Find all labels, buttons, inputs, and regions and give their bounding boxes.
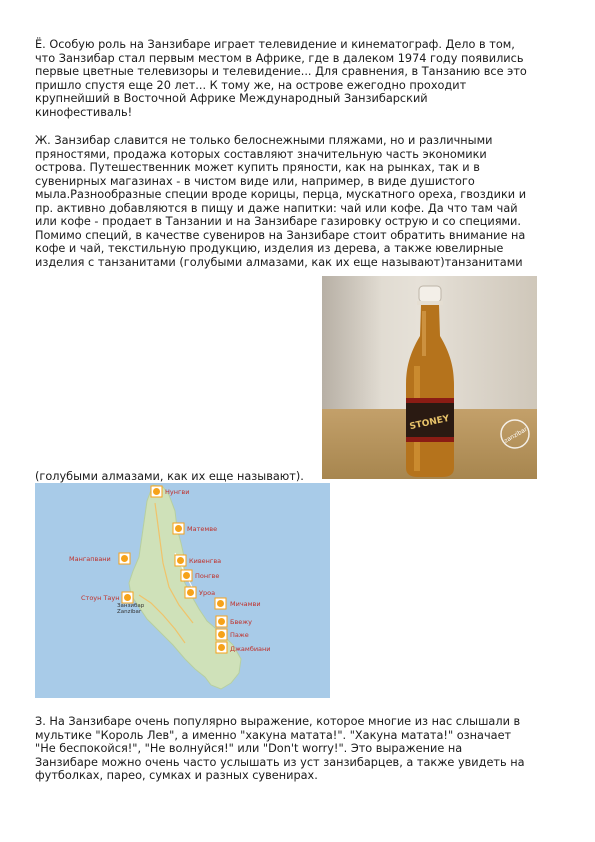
- paragraph-e: [35, 38, 565, 119]
- text-line: крупнейший в Восточной Африке Международный Занзибарский: [35, 92, 428, 105]
- bottle-illustration: [322, 276, 537, 479]
- place-marker: [181, 570, 219, 581]
- text-line: Занзибаре можно очень часто услышать из уст занзибарцев, а также увидеть на: [35, 755, 525, 769]
- place-label: Понгве: [195, 572, 220, 580]
- bottle-label-text: STONEY: [408, 413, 451, 433]
- paragraph-zh: [35, 134, 565, 269]
- text-line: мыла.Разнообразные специи вроде корицы, перца, мускатного ореха, гвоздики и: [35, 188, 527, 201]
- text-line: острова. Путешественник может купить пряности, как на рынках, так и в: [35, 161, 480, 174]
- text-line: что Занзибар стал первым местом в Африке, где в далеком 1974 году появились: [35, 51, 524, 65]
- zanzibar-map: [35, 483, 330, 698]
- city-label: Zanzibar: [117, 609, 142, 615]
- place-label: Бвежу: [230, 618, 252, 626]
- place-marker: [216, 629, 249, 640]
- place-label: Нунгви: [165, 488, 190, 496]
- map-svg: [35, 483, 330, 698]
- text-line: пряностями, продажа которых составляют значительную часть экономики: [35, 147, 487, 161]
- text-line: кофе и чай, текстильную продукцию, изделия из дерева, а также ювелирные: [35, 242, 504, 255]
- text-line: пришло спустя еще 20 лет... К тому же, на острове ежегодно проходит: [35, 78, 467, 92]
- place-marker: [215, 598, 261, 609]
- text-line: Ё. Особую роль на Занзибаре играет телевидение и кинематограф. Дело в том,: [35, 38, 515, 51]
- place-marker: [185, 587, 215, 598]
- text-line: Помимо специй, в качестве сувениров на Занзибаре стоит обратить внимание на: [35, 228, 526, 242]
- place-label: Уроа: [199, 589, 216, 597]
- text-line: изделия с танзанитами (голубыми алмазами, как их еще называют)танзанитами: [35, 255, 523, 269]
- text-line: сувенирных магазинах - в чистом виде или, например, в виде душистого: [35, 174, 475, 188]
- place-label: Стоун Таун: [81, 594, 120, 602]
- text-line: кинофестиваль!: [35, 105, 133, 119]
- place-marker: [216, 616, 252, 627]
- text-line: первые цветные телевизоры и телевидение... Для сравнения, в Танзанию все это: [35, 65, 527, 78]
- text-line: пр. активно добавляются в пищу и даже напитки: чай или кофе. Да что там чай: [35, 201, 518, 215]
- text-line: футболках, парео, сумках и разных сувенирах.: [35, 769, 318, 782]
- place-label: Мичамви: [230, 600, 261, 608]
- text-line: мультике "Король Лев", а именно "хакуна матата!". "Хакуна матата!" означает: [35, 728, 512, 742]
- place-label: Кивенгва: [189, 557, 222, 565]
- text-line: З. На Занзибаре очень популярно выражение, которое многие из нас слышали в: [35, 715, 521, 728]
- place-label: Матемве: [187, 525, 218, 533]
- text-line: "Не беспокойся!", "Не волнуйся!" или "Don't worry!". Это выражение на: [35, 742, 463, 755]
- place-marker: [81, 592, 133, 603]
- city-label: Занзибар: [117, 603, 145, 609]
- watermark-text: zanzibar: [502, 425, 529, 445]
- text-line: или кофе - продает в Танзании и на Занзибаре газировку острую и со специями.: [35, 215, 521, 228]
- place-marker: [175, 555, 221, 566]
- place-label: Паже: [230, 631, 249, 639]
- photo-caption: (голубыми алмазами, как их еще называют).: [35, 470, 304, 483]
- place-marker: [151, 486, 189, 497]
- place-marker: [69, 553, 130, 564]
- place-label: Джамбиани: [230, 645, 271, 653]
- text-line: Ж. Занзибар славится не только белоснежными пляжами, но и различными: [35, 134, 493, 147]
- soda-bottle-photo: [322, 276, 537, 479]
- paragraph-z: [35, 715, 565, 783]
- place-label: Мангапвани: [69, 555, 111, 563]
- place-marker: [173, 523, 217, 534]
